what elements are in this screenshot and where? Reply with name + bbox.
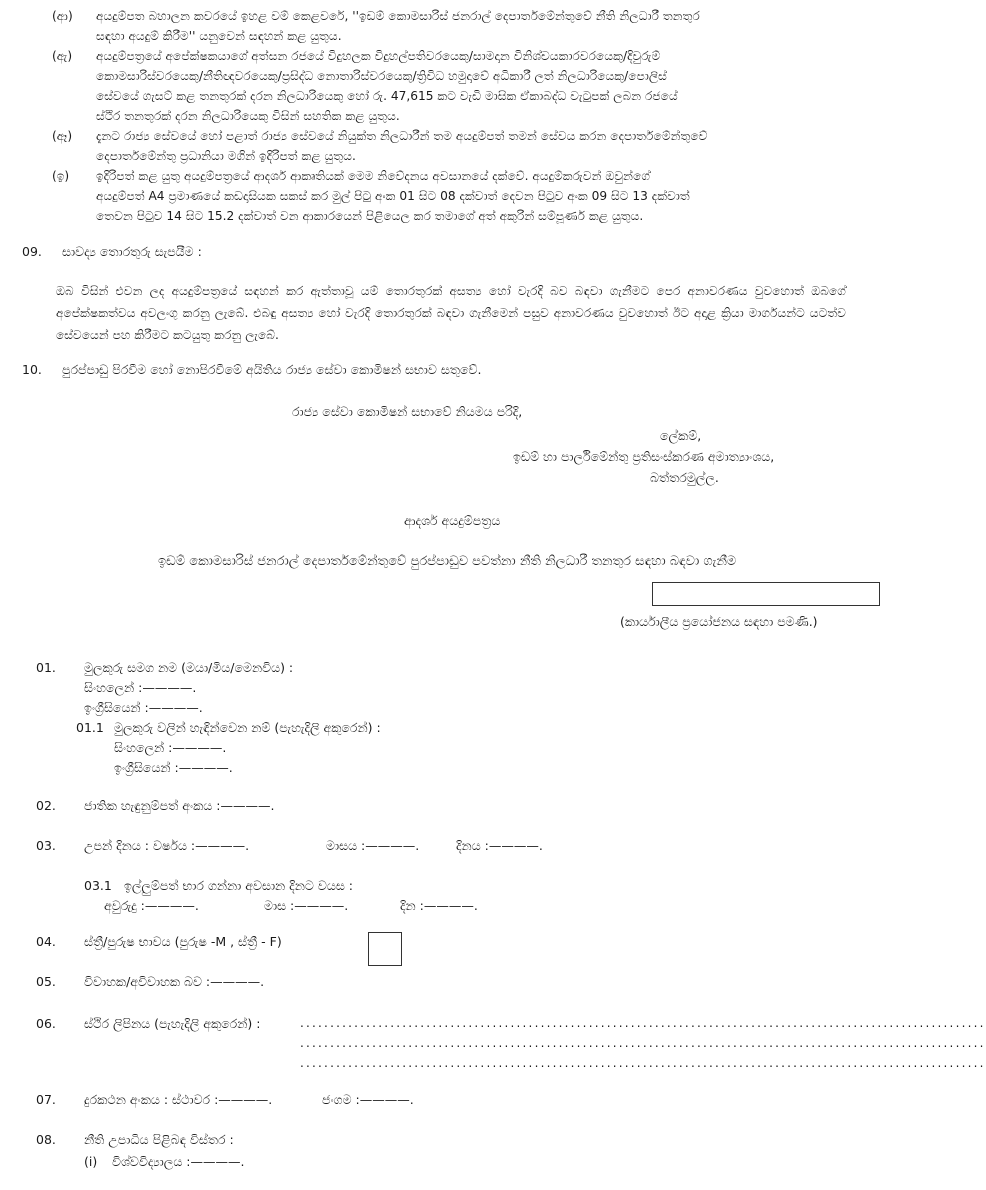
- section-number: 10.: [22, 362, 42, 377]
- field-number: 01.: [36, 660, 56, 675]
- address-line[interactable]: ..................................................................................................................: [300, 1016, 986, 1030]
- signature-place: බත්තරමුල්ල.: [650, 470, 719, 485]
- field-number: 02.: [36, 798, 56, 813]
- marital-status-field[interactable]: විවාහක/අවිවාහක බව :————.: [84, 974, 265, 989]
- condition-line: අයදුම්පත් A4 ප්‍රමාණයේ කඩදාසියක සකස් කර මුල් පිටු අංක 01 සිට 08 දක්වාත් දෙවන පිටුව අංක 09 සිට 13 දක්වාත්: [96, 189, 690, 203]
- age-years-field[interactable]: අවුරුදු :————.: [104, 898, 199, 913]
- mobile-field[interactable]: ජංගම :————.: [322, 1092, 414, 1107]
- field-number: 04.: [36, 934, 56, 949]
- condition-line: දැනට රාජ්‍ය සේවයේ හෝ පළාත් රාජ්‍ය සේවයේ නියුක්ත නිලධාරීන් තම අයදුම්පත් තමන් සේවය කරන දෙපාර්තමේන්තුවේ: [96, 129, 708, 143]
- birth-year-field[interactable]: උපන් දිනය : වර්ෂය :————.: [84, 838, 250, 853]
- section-heading: සාවද්‍ය තොරතුරු සැපයීම :: [62, 244, 202, 259]
- field-number: 03.1: [84, 878, 112, 893]
- address-line[interactable]: ..................................................................................................................: [300, 1056, 986, 1070]
- gender-label: ස්ත්‍රී/පුරුෂ භාවය (පුරුෂ -M , ස්ත්‍රී - F): [84, 934, 282, 949]
- office-use-note: (කාර්යාලීය ප්‍රයෝජනය සඳහා පමණි.): [620, 614, 818, 629]
- section-number: 09.: [22, 244, 42, 259]
- condition-marker: (ඉ): [52, 169, 70, 183]
- field-number: 08.: [36, 1132, 56, 1147]
- field-number: 07.: [36, 1092, 56, 1107]
- age-label: ඉල්ලුම්පත් භාර ගන්නා අවසාන දිනට වයස :: [124, 878, 353, 893]
- university-field[interactable]: විශ්වවිද්‍යාලය :————.: [112, 1154, 245, 1169]
- signature-order: රාජ්‍ය සේවා කොමිෂන් සභාවේ නියමය පරිදි,: [292, 404, 523, 419]
- office-use-box[interactable]: [652, 582, 880, 606]
- permanent-address-label: ස්ථිර ලිපිනය (පැහැදිලි අකුරෙන්) :: [84, 1016, 261, 1031]
- condition-marker: (ඈ): [52, 129, 73, 143]
- condition-marker: (ආ): [52, 9, 73, 23]
- condition-line: අයදුම්පත බහාලන කවරයේ ඉහළ වම් කෙළවරේ, ''ඉඩම් කොමසාරිස් ජනරාල් දෙපාර්තමේන්තුවේ නීති නිලධාරී තනතුර: [96, 9, 700, 23]
- age-days-field[interactable]: දින :————.: [400, 898, 478, 913]
- birth-day-field[interactable]: දිනය :————.: [456, 838, 543, 853]
- landline-field[interactable]: දුරකථන අංකය : ස්ථාවර :————.: [84, 1092, 273, 1107]
- condition-marker: (ඇ): [52, 49, 73, 63]
- section-paragraph: ඔබ විසින් එවන ලද අයදුම්පත්‍රයේ සඳහන් කර ඇත්තාවූ යම් තොරතුරක් අසත්‍ය හෝ වැරදි බව බඳවා ගැනීමට පෙර අනාවරණය වුවහොත් ඔබගේ අපේක්ෂකත්වය අවලංගු කරනු ලැබේ. එබඳු අසත්‍ය හෝ වැරදි තොරතුරක් බඳවා ගැනීමෙන් පසුව අනාවරණය වුවහොත් ඊට අදාළ ක්‍රියා මාර්ගයන්ට යටත්ව සේවයෙන් පහ කිරීමට කටයුතු කරනු ලැබේ.: [56, 284, 846, 342]
- condition-line: තෙවන පිටුව 14 සිට 15.2 දක්වාත් වන ආකාරයෙන් පිළියෙල කර තමාගේ අත් අකුරින් සම්පූර්ණ කළ යුතුය.: [96, 209, 644, 223]
- address-line[interactable]: ..................................................................................................................: [300, 1036, 986, 1050]
- condition-line: ස්ථිර තනතුරක් දරන නිලධාරියෙකු විසින් සහතික කළ යුතුය.: [96, 109, 400, 123]
- gender-box[interactable]: [368, 932, 402, 966]
- signature-title: ලේකම්,: [660, 428, 702, 443]
- age-months-field[interactable]: මාස :————.: [264, 898, 349, 913]
- field-number: 05.: [36, 974, 56, 989]
- sub-item-marker: (i): [84, 1154, 98, 1169]
- field-number: 06.: [36, 1016, 56, 1031]
- name-denoted-label: මුලකුරු වලින් හැඳින්වෙන නම් (පැහැදිලි අකුරෙන්) :: [114, 720, 381, 735]
- name-with-initials-label: මුලකුරු සමග නම (මයා/මිය/මෙනවිය) :: [84, 660, 294, 675]
- field-number: 01.1: [76, 720, 104, 735]
- condition-line: කොමසාරිස්වරයෙකු/නීතිඥවරයෙකු/ප්‍රසිද්ධ නොතාරිස්වරයෙකු/ත්‍රිවිධ හමුදාවේ අධිකාරී ලත් නිලධාරියෙකු/පොලිස්: [96, 69, 667, 83]
- form-title: ඉඩම් කොමසාරිස් ජනරාල් දෙපාර්තමේන්තුවේ පුරප්පාඩුව පවත්නා නීති නිලධාරී තනතුර සඳහා බඳවා ගැනීම: [158, 554, 737, 569]
- signature-ministry: ඉඩම් හා පාර්ලිමේන්තු ප්‍රතිසංස්කරණ අමාත්‍යාංශය,: [513, 449, 775, 464]
- name-english-field[interactable]: ඉංග්‍රීසියෙන් :————.: [84, 700, 203, 715]
- condition-line: දෙපාර්තමේන්තු ප්‍රධානියා මගින් ඉදිරිපත් කළ යුතුය.: [96, 149, 356, 163]
- condition-line: සේවයේ ගැසට් කළ තනතුරක් දරන නිලධාරියෙකු හෝ රු. 47,615 කට වැඩි මාසික ඒකාබද්ධ වැටුපක් ලබන රජයේ: [96, 89, 678, 103]
- name-sinhala-field[interactable]: සිංහලෙන් :————.: [84, 680, 197, 695]
- denoted-sinhala-field[interactable]: සිංහලෙන් :————.: [114, 740, 227, 755]
- condition-line: අයදුම්පත්‍රයේ අපේක්ෂකයාගේ අත්සන රජයේ විදුහලක විදුහල්පතිවරයෙකු/සාමදාන විනිශ්චයකාරවරයෙකු/දිවුරුම්: [96, 49, 661, 63]
- form-heading: ආදර්ශ අයදුම්පත්‍රය: [404, 513, 501, 528]
- section-text: පුරප්පාඩු පිරවීම හෝ නොපිරවීමේ අයිතිය රාජ්‍ය සේවා කොමිෂන් සභාව සතුවේ.: [62, 362, 482, 377]
- condition-line: සඳහා අයදුම් කිරීම'' යනුවෙන් සඳහන් කළ යුතුය.: [96, 29, 342, 43]
- law-degree-label: නීති උපාධිය පිළිබඳ විස්තර :: [84, 1132, 234, 1147]
- nic-number-field[interactable]: ජාතික හැඳුනුම්පත් අංකය :————.: [84, 798, 275, 813]
- field-number: 03.: [36, 838, 56, 853]
- birth-month-field[interactable]: මාසය :————.: [326, 838, 420, 853]
- condition-line: ඉදිරිපත් කළ යුතු අයදුම්පත්‍රයේ ආදර්ශ ආකෘතියක් මෙම නිවේදනය අවසානයේ දක්වේ. අයදුම්කරුවන් ඔවුන්ගේ: [96, 169, 651, 183]
- denoted-english-field[interactable]: ඉංග්‍රීසියෙන් :————.: [114, 760, 233, 775]
